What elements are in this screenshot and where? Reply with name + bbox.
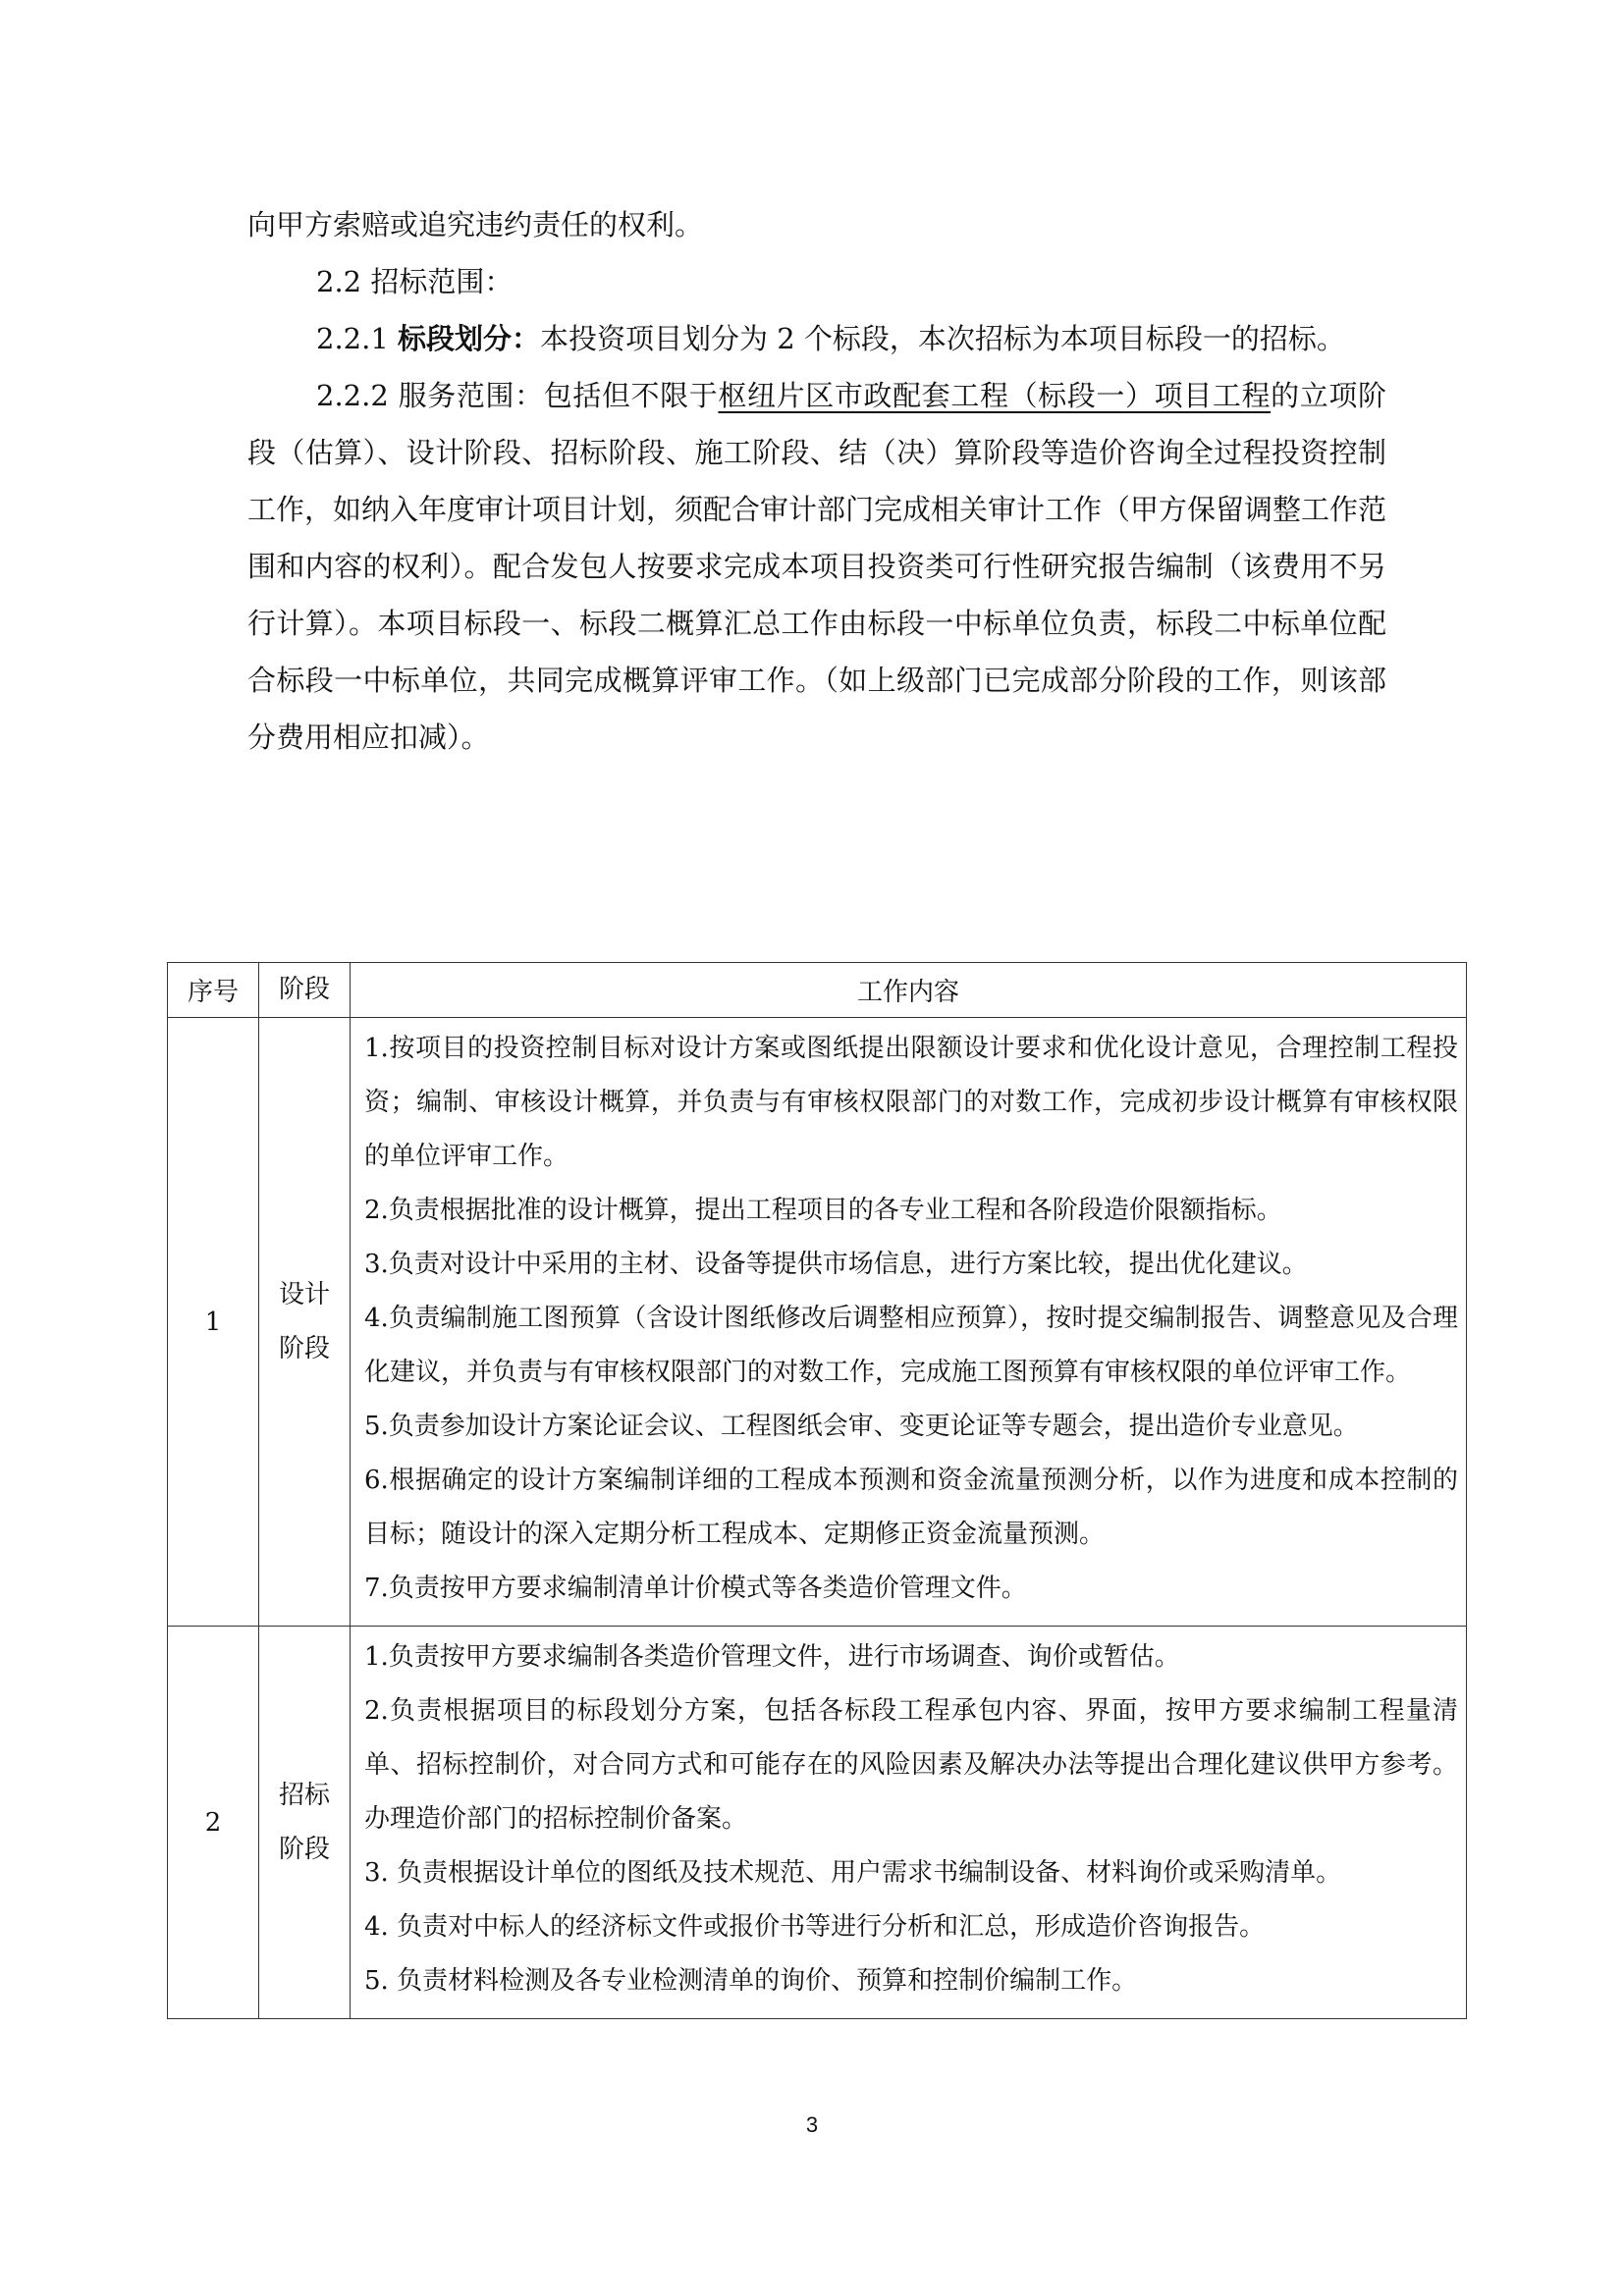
- list-item: 2.负责根据批准的设计概算，提出工程项目的各专业工程和各阶段造价限额指标。: [364, 1196, 1282, 1225]
- row-no: 2: [168, 1627, 259, 2019]
- page-number: 3: [805, 2112, 819, 2137]
- section-2-2-heading: 2.2 招标范围：: [316, 265, 514, 298]
- row-no: 1: [168, 1018, 259, 1627]
- list-item: 1.负责按甲方要求编制各类造价管理文件，进行市场调查、询价或暂估。: [364, 1642, 1180, 1672]
- list-item: 4.负责编制施工图预算（含设计图纸修改后调整相应预算），按时提交编制报告、调整意见及合理化建议，并负责与有审核权限部门的对数工作，完成施工图预算有审核权限的单位评审工作。: [364, 1304, 1458, 1387]
- list-item: 1.按项目的投资控制目标对设计方案或图纸提出限额设计要求和优化设计意见，合理控制工程投资；编制、审核设计概算，并负责与有审核权限部门的对数工作，完成初步设计概算有审核权限的单位评审工作。: [364, 1034, 1458, 1171]
- table-row: [168, 1018, 1467, 1627]
- stage-line: 设计: [278, 1279, 330, 1309]
- stage-line: 阶段: [278, 1834, 330, 1864]
- section-2-2-2-text: 的立项阶段（估算）、设计阶段、招标阶段、施工阶段、结（决）算阶段等造价咨询全过程投资控制工作，如纳入年度审计项目计划，须配合审计部门完成相关审计工作（甲方保留调整工作范围和内容的权利）。配合发包人按要求完成本项目投资类可行性研究报告编制（该费用不另行计算）。本项目标段一、标段二概算汇总工作由标段一中标单位负责，标段二中标单位配合标段一中标单位，共同完成概算评审工作。（如上级部门已完成部分阶段的工作，则该部分费用相应扣减）。: [247, 379, 1387, 754]
- header-stage: 阶段: [259, 963, 351, 1018]
- paragraph-continuation: 向甲方索赔或追究违约责任的权利。: [247, 208, 704, 241]
- list-item: 4. 负责对中标人的经济标文件或报价书等进行分析和汇总，形成造价咨询报告。: [364, 1912, 1266, 1942]
- list-item: 6.根据确定的设计方案编制详细的工程成本预测和资金流量预测分析，以作为进度和成本控制的目标；随设计的深入定期分析工程成本、定期修正资金流量预测。: [364, 1466, 1458, 1549]
- stage-line: 招标: [278, 1780, 330, 1810]
- header-no: 序号: [168, 963, 259, 1018]
- list-item: 3.负责对设计中采用的主材、设备等提供市场信息，进行方案比较，提出优化建议。: [364, 1250, 1308, 1279]
- list-item: 5. 负责材料检测及各专业检测清单的询价、预算和控制价编制工作。: [364, 1966, 1138, 1996]
- list-item: 2.负责根据项目的标段划分方案，包括各标段工程承包内容、界面，按甲方要求编制工程量清单、招标控制价，对合同方式和可能存在的风险因素及解决办法等提出合理化建议供甲方参考。办理造价部门的招标控制价备案。: [364, 1696, 1458, 1834]
- section-2-2-1: [247, 310, 1386, 367]
- section-2-2-2: [247, 367, 1386, 766]
- body-text: [247, 196, 1386, 766]
- section-2-2-1-text: 本投资项目划分为 2 个标段，本次招标为本项目标段一的招标。: [540, 322, 1345, 355]
- section-2-2-2-project-name: 枢纽片区市政配套工程（标段一）项目工程: [718, 379, 1272, 412]
- list-item: 3. 负责根据设计单位的图纸及技术规范、用户需求书编制设备、材料询价或采购清单。: [364, 1858, 1342, 1888]
- table-row: [168, 1627, 1467, 2019]
- list-item: 7.负责按甲方要求编制清单计价模式等各类造价管理文件。: [364, 1574, 1027, 1603]
- row-stage: [259, 1018, 351, 1627]
- row-stage: [259, 1627, 351, 2019]
- section-2-2-2-lead: 2.2.2 服务范围：包括但不限于: [316, 379, 719, 412]
- table-header-row: [168, 963, 1467, 1018]
- row-content: [351, 1018, 1467, 1627]
- work-content-table: [167, 962, 1467, 2019]
- section-2-2-1-number: 2.2.1: [316, 322, 399, 355]
- list-item: 5.负责参加设计方案论证会议、工程图纸会审、变更论证等专题会，提出造价专业意见。: [364, 1412, 1359, 1441]
- row-content: [351, 1627, 1467, 2019]
- section-2-2-1-bold-label: 标段划分：: [398, 322, 541, 355]
- header-content: 工作内容: [351, 963, 1467, 1018]
- stage-line: 阶段: [278, 1333, 330, 1363]
